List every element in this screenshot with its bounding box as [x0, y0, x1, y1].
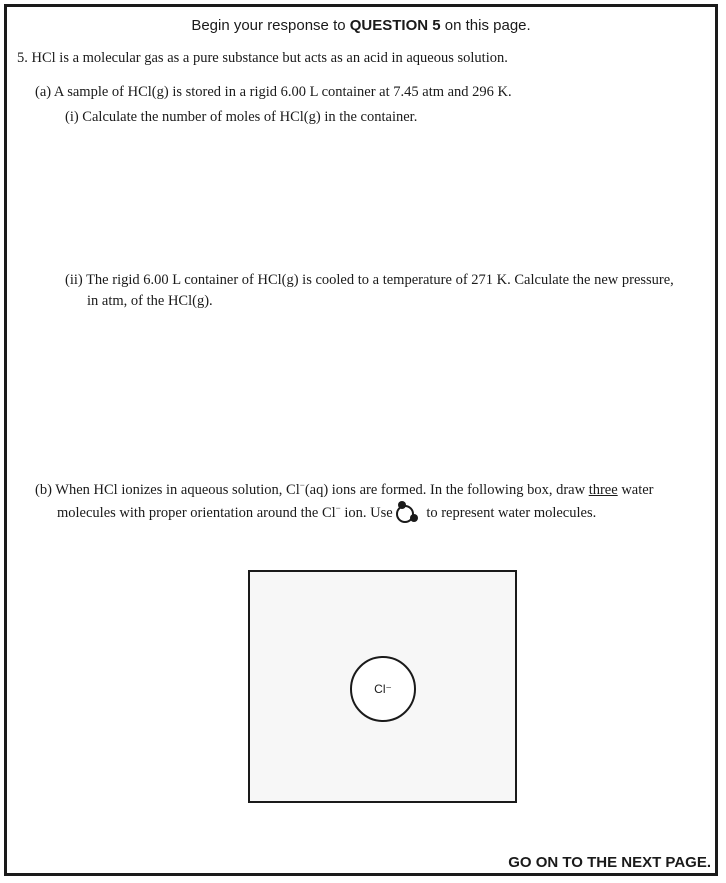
part-b-three-emphasis: three	[588, 482, 618, 498]
part-a-ii-line2: in atm, of the HCl(g).	[87, 293, 213, 309]
part-b-line2-end: to represent water molecules.	[422, 505, 597, 521]
part-b-line2-mid: ion. Use	[340, 505, 393, 521]
part-b-line2-charge: −	[335, 503, 341, 513]
part-b-prompt	[35, 480, 715, 524]
part-b-line1-end: water	[617, 482, 654, 498]
part-a-ii-line1: (ii) The rigid 6.00 L container of HCl(g) is cooled to a temperature of 271 K. Calculate the new pressure,	[65, 272, 674, 288]
header-question-label: QUESTION 5	[349, 17, 441, 34]
part-a-prompt: (a) A sample of HCl(g) is stored in a rigid 6.00 L container at 7.45 atm and 296 K.	[35, 84, 512, 100]
chloride-ion-label: Cl⁻	[374, 682, 392, 696]
chloride-ion	[350, 656, 416, 722]
question-intro: 5. HCl is a molecular gas as a pure substance but acts as an acid in aqueous solution.	[17, 50, 508, 66]
part-b-line2	[35, 501, 715, 524]
part-a-ii-prompt	[65, 270, 705, 312]
part-a-i-prompt: (i) Calculate the number of moles of HCl(g) in the container.	[65, 109, 418, 125]
water-molecule-icon	[393, 501, 423, 521]
part-b-line1-mid: (aq) ions are formed. In the following box, draw	[304, 482, 589, 498]
drawing-box[interactable]	[248, 570, 517, 803]
footer-next-page: GO ON TO THE NEXT PAGE.	[508, 854, 711, 871]
answer-page	[4, 4, 718, 876]
part-b-line1-charge: −	[299, 480, 305, 490]
page-header	[7, 17, 715, 34]
part-b-line1-start: (b) When HCl ionizes in aqueous solution, Cl	[35, 482, 300, 498]
header-prefix: Begin your response to	[191, 17, 350, 34]
part-b-line1	[35, 480, 715, 501]
header-suffix: on this page.	[440, 17, 531, 34]
part-b-line2-start: molecules with proper orientation around the Cl	[57, 505, 336, 521]
